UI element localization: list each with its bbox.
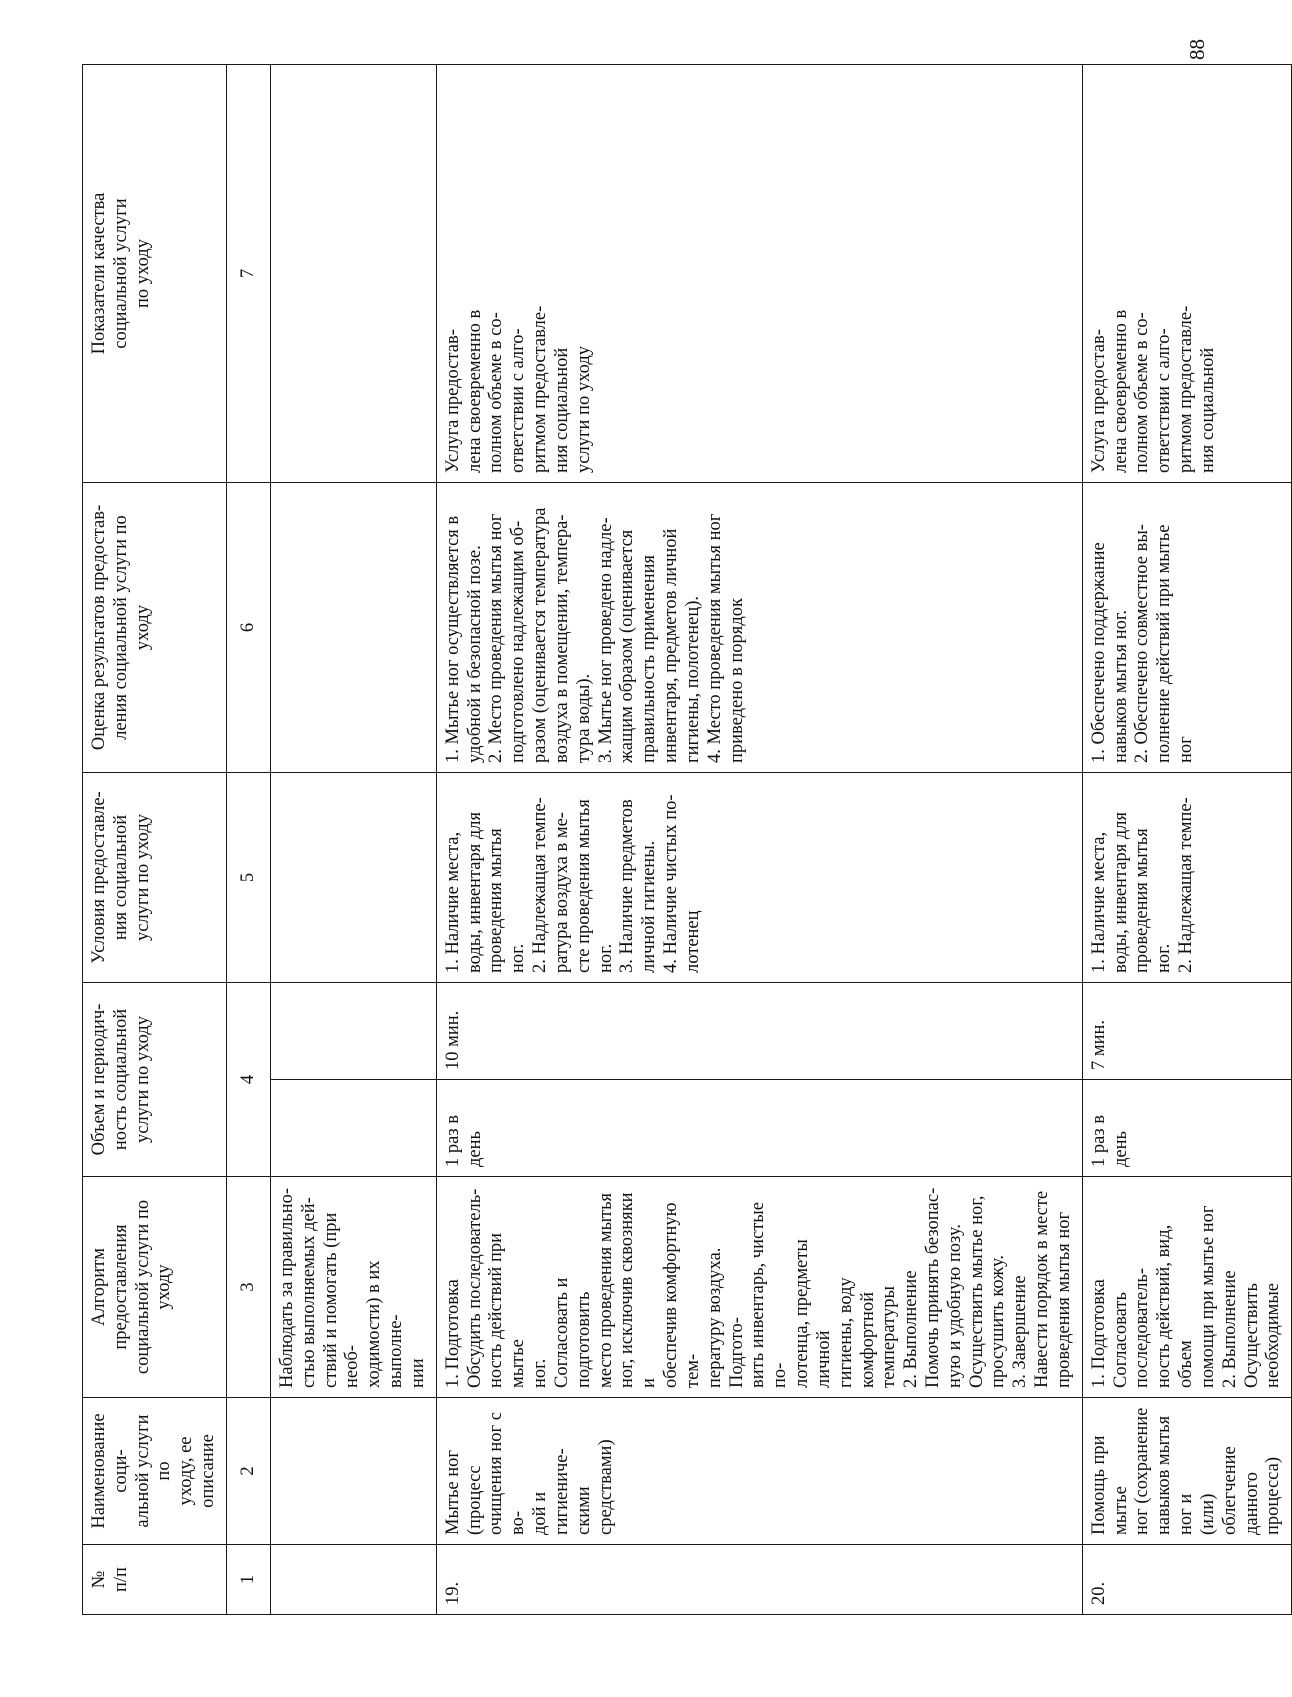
service-evaluation: 1. Обеспечено поддержание навыков мытья ног. 2. Обеспечено совместное вы- полнение действий при мытье ног (1082, 483, 1291, 773)
col-number-1: 1 (226, 1545, 270, 1615)
table-row-continuation (270, 65, 436, 1615)
col-number-6: 6 (226, 483, 270, 773)
service-algorithm: 1. Подготовка Обсудить последователь- ность действий при мытье ног. Согласовать и подготовить место проведения мытья ног, исключив сквозняки и обеспечив комфортную тем- пературу воздуха. Подгото- вить инвентарь, чистые по- лотенца, предметы личной гигиены, воду комфортной температуры 2. Выполнение Помочь принять безопас- ную и удобную позу. Осуществить мытье ног, просушить кожу. 3. Завершение Навести порядок в месте проведения мытья ног (436, 1177, 1082, 1398)
column-number-row (226, 65, 270, 1615)
col-header-algorithm: Алгоритм предоставления социальной услуги по уходу (83, 1177, 227, 1398)
service-frequency: 1 раз в день (1082, 1080, 1291, 1177)
service-frequency (270, 1080, 436, 1177)
col-number-2: 2 (226, 1398, 270, 1545)
service-conditions (270, 773, 436, 983)
page-number: 88 (1185, 39, 1209, 60)
rotated-page (82, 67, 1284, 1615)
col-number-7: 7 (226, 65, 270, 483)
service-conditions: 1. Наличие места, воды, инвентаря для проведения мытья ног. 2. Надлежащая темпе- ратура воздуха в ме- сте проведения мытья ног. 3. Наличие предметов личной гигиены. 4. Наличие чистых по- лотенец (436, 773, 1082, 983)
service-algorithm: Наблюдать за правильно- стью выполняемых дей- ствий и помогать (при необ- ходимости) в их выполне- нии (270, 1177, 436, 1398)
col-number-3: 3 (226, 1177, 270, 1398)
col-header-conditions: Условия предоставле- ния социальной услуги по уходу (83, 773, 227, 983)
row-number: 19. (436, 1545, 1082, 1615)
service-name (270, 1398, 436, 1545)
service-conditions: 1. Наличие места, воды, инвентаря для проведения мытья ног. 2. Надлежащая темпе- (1082, 773, 1291, 983)
table-row-20 (1082, 65, 1291, 1615)
col-header-evaluation: Оценка результатов предостав- ления социальной услуги по уходу (83, 483, 227, 773)
service-quality: Услуга предостав- лена своевременно в полном объеме в со- ответствии с алго- ритмом предоставле- ния социальной услуги по уходу (436, 65, 1082, 483)
col-number-5: 5 (226, 773, 270, 983)
service-duration (270, 983, 436, 1080)
service-frequency: 1 раз в день (436, 1080, 1082, 1177)
services-table (82, 64, 1292, 1615)
service-quality: Услуга предостав- лена своевременно в полном объеме в со- ответствии с алго- ритмом предоставле- ния социальной (1082, 65, 1291, 483)
row-number (270, 1545, 436, 1615)
service-quality (270, 65, 436, 483)
service-evaluation (270, 483, 436, 773)
service-name: Мытье ног (процесс очищения ног с во- дой и гигиениче- скими средствами) (436, 1398, 1082, 1545)
col-number-4: 4 (226, 983, 270, 1177)
table-row-19 (436, 65, 1082, 1615)
service-duration: 10 мин. (436, 983, 1082, 1080)
row-number: 20. (1082, 1545, 1291, 1615)
service-duration: 7 мин. (1082, 983, 1291, 1080)
service-algorithm: 1. Подготовка Согласовать последователь- ность действий, вид, объем помощи при мытье ног 2. Выполнение Осуществить необходимые (1082, 1177, 1291, 1398)
service-name: Помощь при мытье ног (сохранение навыков мытья ног и (или) облегчение данного процесса) (1082, 1398, 1291, 1545)
col-header-volume: Объем и периодич- ность социальной услуги по уходу (83, 983, 227, 1177)
col-header-quality: Показатели качества социальной услуги по уходу (83, 65, 227, 483)
service-evaluation: 1. Мытье ног осуществляется в удобной и безопасной позе. 2. Место проведения мытья ног подготовлено надлежащим об- разом (оценивается температура воздуха в помещении, темпера- тура воды). 3. Мытье ног проведено надле- жащим образом (оценивается правильность применения инвентаря, предметов личной гигиены, полотенец). 4. Место проведения мытья ног приведено в порядок (436, 483, 1082, 773)
header-row (83, 65, 227, 1615)
col-header-name: Наименование соци- альной услуги по уходу, ее описание (83, 1398, 227, 1545)
col-header-num: № п/п (83, 1545, 227, 1615)
